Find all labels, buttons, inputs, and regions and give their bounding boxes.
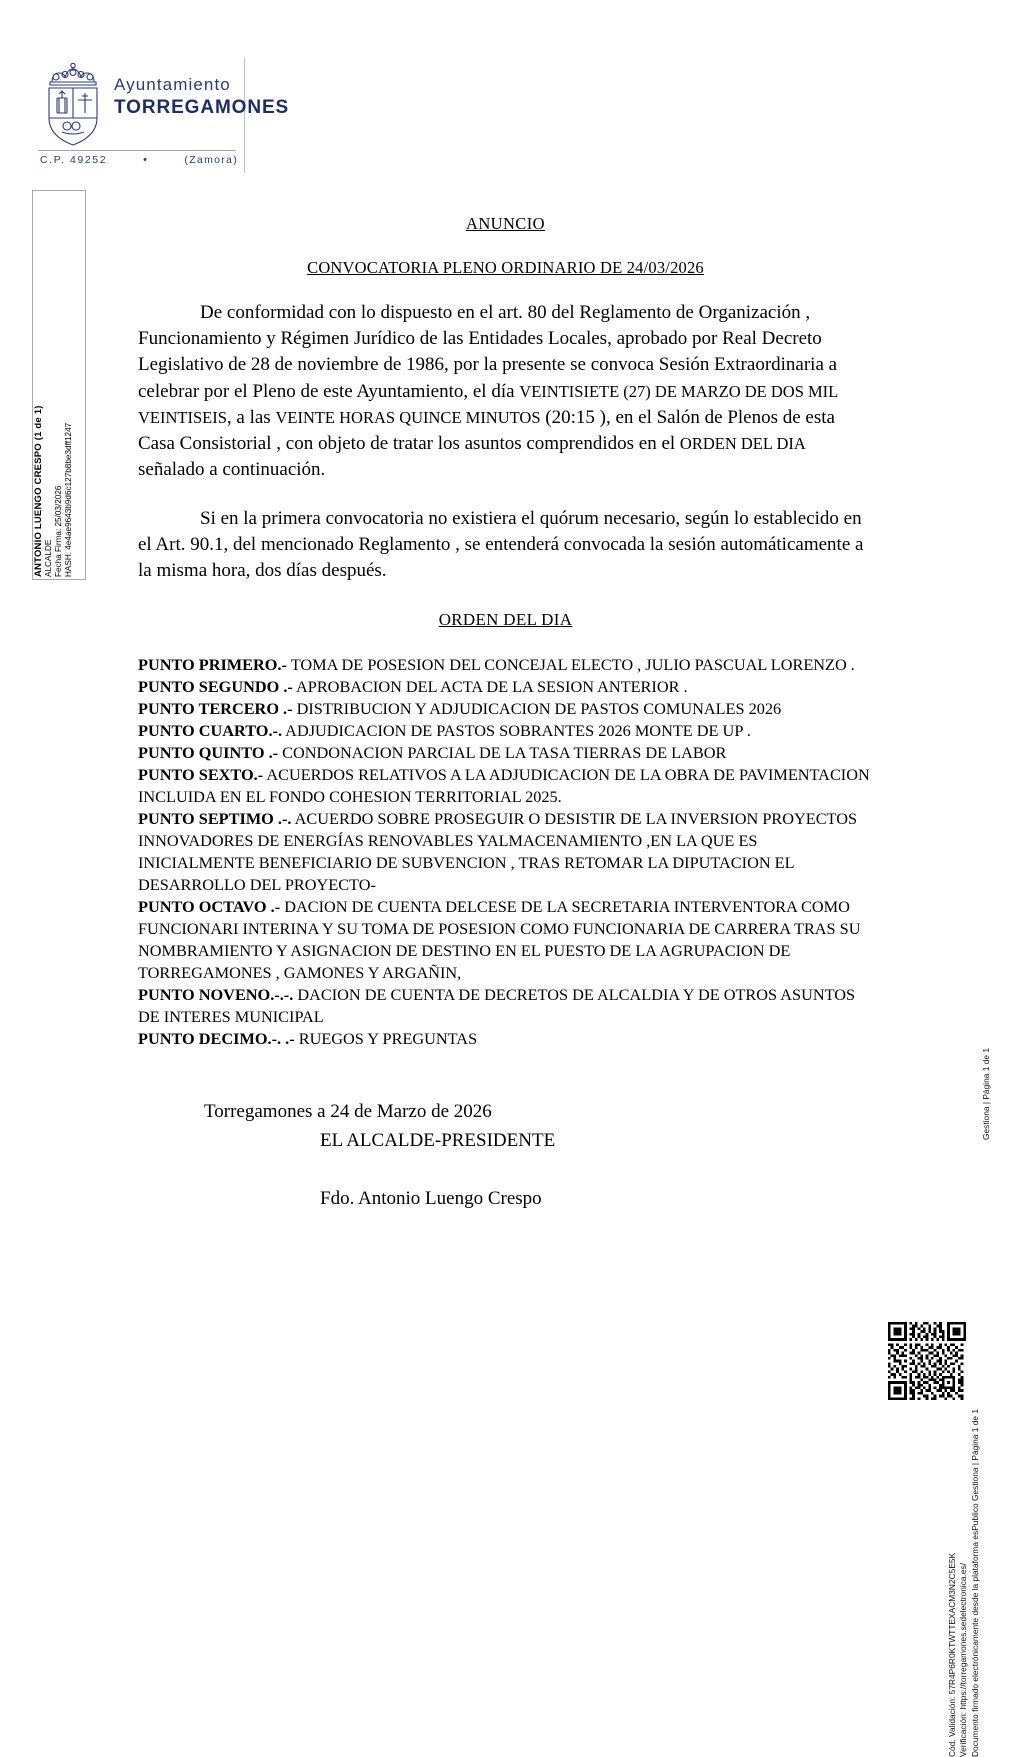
agenda-item [138,896,873,984]
agenda-item-text: DACION DE CUENTA DE DECRETOS DE ALCALDIA Y DE OTROS ASUNTOS DE INTERES MUNICIPAL [138,985,856,1027]
document-title-text: ANUNCIO [466,214,545,233]
page-marker-text: Gestiona | Página 1 de 1 [981,1047,991,1140]
agenda-item-text: CONDONACION PARCIAL DE LA TASA TIERRAS DE LABOR [278,743,727,763]
logo-line-ayuntamiento: Ayuntamiento [114,75,231,94]
platform-note: Documento firmado electrónicamente desde la plataforma esPublico Gestiona | Página 1 de 1 [969,1408,980,1757]
agenda-heading [138,610,873,630]
agenda-list [138,654,873,1050]
agenda-item-text: DACION DE CUENTA DELCESE DE LA SECRETARIA INTERVENTORA COMO FUNCIONARI INTERINA Y SU TOMA DE POSESION COMO FUNCIONARIA DE CARRERA TRAS SU NOMBRAMIENTO Y ASIGNACION DE DESTINO EN EL PUESTO DE LA AGRUPACION DE TORREGAMONES , GAMONES Y ARGAÑIN, [138,897,861,983]
closing-role: EL ALCALDE-PRESIDENTE [320,1129,556,1151]
agenda-item [138,808,873,896]
logo-divider [38,150,236,151]
logo-footer [40,154,238,166]
agenda-item [138,1028,873,1050]
coat-of-arms-icon [42,60,104,148]
agenda-item [138,742,873,764]
agenda-item-label: PUNTO SEXTO.- [138,765,264,785]
document-body [138,214,873,1214]
signature-stamp [32,190,86,580]
agenda-item-text: APROBACION DEL ACTA DE LA SESION ANTERIOR . [292,677,688,697]
paragraph1-part3: (20:15 ), en el Salón de Plenos de esta Casa Consistorial , con objeto de tratar los asuntos comprendidos en el [138,406,835,455]
agenda-item-text: ACUERDOS RELATIVOS A LA ADJUDICACION DE LA OBRA DE PAVIMENTACION INCLUIDA EN EL FONDO COHESION TERRITORIAL 2025. [138,765,870,807]
logo-wordmark [114,76,289,117]
agenda-item [138,676,873,698]
agenda-item [138,698,873,720]
agenda-item-text: ACUERDO SOBRE PROSEGUIR O DESISTIR DE LA INVERSION PROYECTOS INNOVADORES DE ENERGÍAS RENOVABLES YALMACENAMIENTO ,EN LA QUE ES INICIALMENTE BENEFICIARIO DE SUBVENCION , TRAS RETOMAR LA DIPUTACION EL DESARROLLO DEL PROYECTO- [138,809,858,895]
closing-place-date: Torregamones a 24 de Marzo de 2026 [204,1101,492,1123]
agenda-item-text: TOMA DE POSESION DEL CONCEJAL ELECTO , JULIO PASCUAL LORENZO . [286,655,855,675]
agenda-item-text: DISTRIBUCION Y ADJUDICACION DE PASTOS COMUNALES 2026 [292,699,782,719]
paragraph1-caps3: ORDEN DEL DIA [679,434,806,454]
paragraph1-caps2: VEINTE HORAS QUINCE MINUTOS [275,407,541,427]
paragraph1-caps1: VEINTISIETE (27) DE MARZO DE DOS MIL VEINTISEIS [138,381,838,427]
agenda-item-text: RUEGOS Y PREGUNTAS [294,1029,478,1049]
document-title [138,214,873,234]
agenda-item [138,764,873,808]
paragraph1-part4: señalado a continuación. [138,459,326,481]
verification-url[interactable]: Verificación: https://torregamones.sedelectronica.es/ [958,1562,969,1757]
agenda-item-label: PUNTO TERCERO .- [138,699,293,719]
paragraph1-part1: De conformidad con lo dispuesto en el art. 80 del Reglamento de Organización , Funcionamiento y Régimen Jurídico de las Entidades Locales, aprobado por Real Decreto Legislativo de 28 de noviembre de 1986, por la presente se convoca Sesión Extraordinaria a celebrar por el Pleno de este Ayuntamiento, el día [138,302,838,402]
paragraph-quorum [138,506,873,585]
agenda-heading-text: ORDEN DEL DIA [438,610,573,630]
closing-block [138,1098,873,1214]
validation-footer [945,817,981,1757]
signature-hash: HASH: 4e4ae9643b9d6c127b8be3dff1247 [63,422,73,577]
paragraph2-text: Si en la primera convocatoria no existiera el quórum necesario, según lo establecido en el Art. 90.1, del mencionado Reglamento , se entenderá convocada la sesión automáticamente a la misma hora, dos días después. [138,507,864,581]
agenda-item [138,984,873,1028]
agenda-item-label: PUNTO PRIMERO.- [138,655,287,675]
validation-code: Cód. Validación: 57R4P6R0KTWTTEXACM3N2C5E5K [946,1552,957,1757]
logo-postal-code: C.P. 49252 [40,154,108,166]
agenda-item-text: ADJUDICACION DE PASTOS SOBRANTES 2026 MONTE DE UP . [282,721,751,741]
signer-role: ALCALDE [44,539,54,577]
agenda-item-label: PUNTO CUARTO.-. [138,721,283,741]
closing-signed-by: Fdo. Antonio Luengo Crespo [320,1188,542,1210]
signer-name: ANTONIO LUENGO CRESPO (1 de 1) [33,405,44,577]
agenda-item-label: PUNTO SEGUNDO .- [138,677,293,697]
logo-line-torregamones: TORREGAMONES [114,97,290,118]
document-subtitle-text: CONVOCATORIA PLENO ORDINARIO DE 24/03/2026 [307,258,704,277]
agenda-item-label: PUNTO DECIMO.-. .- [138,1029,295,1049]
logo-province: (Zamora) [184,154,238,166]
logo-separator-dot: • [143,154,149,166]
agenda-item-label: PUNTO NOVENO.-.-. [138,985,294,1005]
paragraph-convocatoria [138,300,873,484]
qr-code-icon[interactable] [888,1322,966,1400]
signature-date: Fecha Firma: 25/03/2026 [54,485,64,577]
agenda-item [138,720,873,742]
paragraph1-part2: , a las [226,406,276,428]
agenda-item-label: PUNTO QUINTO .- [138,743,279,763]
agenda-item-label: PUNTO SEPTIMO .-. [138,809,292,829]
agenda-item-label: PUNTO OCTAVO .- [138,897,281,917]
agenda-item [138,654,873,676]
municipality-logo [34,58,290,173]
document-subtitle [138,258,873,278]
